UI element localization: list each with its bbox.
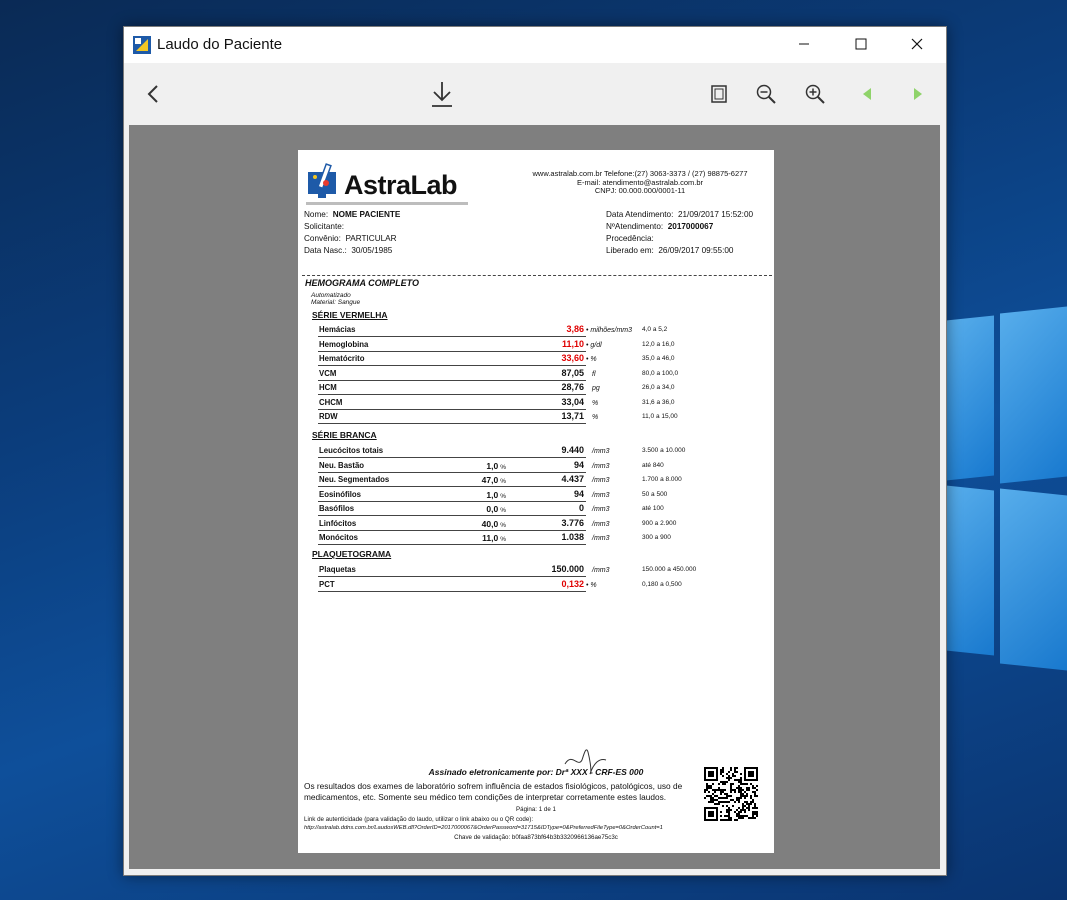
test-name: Hemácias (319, 325, 356, 334)
result-row (318, 488, 586, 502)
result-row (318, 352, 586, 366)
next-page-button[interactable] (901, 77, 935, 111)
test-value: 33,04 (561, 396, 584, 407)
reference-range: 50 a 500 (642, 490, 668, 498)
test-unit: • % (586, 581, 597, 589)
close-button[interactable] (894, 27, 940, 61)
test-percent: 1,0 % (486, 489, 506, 500)
minimize-icon (798, 38, 810, 50)
title-bar (124, 27, 946, 63)
test-name: Linfócitos (319, 518, 357, 528)
percent-sign: % (500, 492, 506, 500)
validation-link[interactable]: http://astralab.ddns.com.br/LaudosWEB.dll?OrderID=2017000067&OrderPassword=31715&IDType=0&PreferredFileType=0&OrderCount=1 (304, 825, 663, 831)
test-unit: /mm3 (592, 520, 610, 528)
wallpaper-pane (946, 315, 994, 480)
divider (302, 275, 772, 276)
test-value: 9.440 (561, 445, 584, 455)
toolbar (124, 63, 946, 125)
test-unit: pg (592, 385, 600, 392)
result-row (318, 396, 586, 410)
test-unit: /mm3 (592, 535, 610, 542)
test-value: 94 (573, 459, 584, 470)
test-name: PCT (319, 579, 335, 589)
test-name: Hematócrito (319, 354, 365, 363)
reference-range: 1.700 a 8.000 (642, 476, 682, 483)
test-value: 28,76 (561, 382, 584, 392)
birth-date: 30/05/1985 (351, 246, 393, 255)
result-row (318, 578, 586, 592)
test-value: 3,86 (566, 324, 584, 334)
report-page (298, 150, 774, 853)
reference-range: 150.000 a 450.000 (642, 566, 697, 573)
reference-range: 4,0 a 5,2 (642, 326, 668, 333)
page-icon (710, 84, 728, 104)
triangle-right-icon (912, 87, 924, 101)
app-icon (133, 36, 151, 54)
field-label: NºAtendimento: (606, 222, 664, 231)
report-window (123, 26, 947, 876)
test-value: 94 (573, 488, 584, 499)
test-name: Leucócitos totais (319, 446, 384, 455)
result-row (318, 444, 586, 458)
attendance-info (606, 209, 753, 257)
reference-range: 900 a 2.900 (642, 519, 677, 527)
contact-line: E-mail: atendimento@astralab.com.br (577, 177, 703, 187)
attendance-date: 21/09/2017 15:52:00 (677, 210, 754, 219)
result-row (318, 563, 586, 577)
download-button[interactable] (425, 77, 459, 111)
test-name: VCM (319, 368, 337, 378)
reference-range: 12,0 a 16,0 (642, 340, 675, 348)
maximize-button[interactable] (838, 27, 884, 61)
test-unit: /mm3 (592, 477, 610, 484)
test-unit: % (592, 399, 599, 407)
download-icon (430, 80, 454, 108)
test-unit: • % (586, 356, 597, 363)
result-row (318, 338, 586, 352)
test-percent: 0,0 % (486, 504, 506, 514)
field-label: Convênio: (304, 234, 341, 243)
test-value: 1.038 (561, 532, 584, 542)
test-unit: /mm3 (592, 567, 610, 574)
reference-range: 35,0 a 46,0 (642, 355, 675, 362)
exam-method: Automatizado (311, 292, 351, 299)
reference-range: até 100 (642, 505, 664, 512)
contact-line: www.astralab.com.br Telefone:(27) 3063-3373 / (27) 98875-6277 (532, 169, 748, 178)
result-row (318, 410, 586, 424)
zoom-out-icon (755, 83, 777, 105)
test-value: 4.437 (561, 474, 584, 484)
test-unit: /mm3 (592, 462, 610, 470)
test-name: Hemoglobina (319, 339, 369, 349)
reference-range: 3.500 a 10.000 (642, 447, 686, 454)
result-row (318, 459, 586, 473)
back-button[interactable] (136, 77, 170, 111)
test-value: 3.776 (561, 517, 584, 528)
test-name: Monócitos (319, 533, 358, 542)
test-value: 150.000 (551, 564, 584, 574)
test-name: Eosinófilos (319, 489, 362, 499)
link-label: Link de autenticidade (para validação do laudo, utilizar o link abaixo ou o QR code): (304, 816, 534, 823)
field-label: Liberado em: (606, 246, 654, 255)
test-percent: 1,0 % (486, 460, 506, 471)
lab-logo-text: AstraLab (344, 170, 458, 200)
previous-page-button[interactable] (850, 77, 884, 111)
reference-range: 0,180 a 0,500 (642, 580, 682, 588)
zoom-out-button[interactable] (749, 77, 783, 111)
fit-page-button[interactable] (702, 77, 736, 111)
disclaimer: Os resultados dos exames de laboratório sofrem influência de estados fisiológicos, patológicos, uso de medicamentos, etc. Somente seu médico tem condições de interpretar corretamente estes laudos. (304, 781, 683, 802)
field-label: Procedência: (606, 234, 654, 243)
test-percent: 40,0 % (481, 518, 506, 529)
triangle-left-icon (861, 87, 873, 101)
percent-sign: % (500, 478, 506, 485)
field-label: Nome: (304, 210, 329, 219)
maximize-icon (855, 38, 867, 50)
test-value: 87,05 (561, 367, 584, 378)
series-platelet-title: PLAQUETOGRAMA (312, 549, 392, 559)
result-row (318, 323, 586, 337)
patient-info (304, 209, 400, 257)
exam-material: Material: Sangue (311, 299, 361, 306)
reference-range: 31,6 a 36,0 (642, 398, 675, 406)
result-row (318, 473, 586, 487)
wallpaper-pane (946, 485, 994, 655)
percent-sign: % (500, 507, 506, 514)
patient-name: NOME PACIENTE (332, 210, 401, 219)
chevron-left-icon (146, 84, 160, 104)
lab-contact (524, 170, 756, 196)
test-value: 33,60 (561, 353, 584, 363)
test-unit: • milhões/mm3 (586, 327, 633, 334)
convenio-value: PARTICULAR (345, 234, 397, 243)
test-unit: /mm3 (592, 448, 610, 455)
series-red-title: SÉRIE VERMELHA (312, 310, 388, 320)
reference-range: até 840 (642, 461, 664, 469)
field-label: Data Nasc.: (304, 246, 347, 255)
percent-sign: % (500, 536, 506, 543)
test-unit: /mm3 (592, 506, 610, 513)
reference-range: 26,0 a 34,0 (642, 384, 675, 391)
test-percent: 11,0 % (482, 533, 506, 543)
reference-range: 300 a 900 (642, 534, 671, 541)
result-row (318, 531, 586, 545)
test-name: RDW (319, 412, 338, 421)
zoom-in-button[interactable] (798, 77, 832, 111)
test-value: 13,71 (561, 411, 584, 421)
field-label: Data Atendimento: (606, 210, 674, 219)
minimize-button[interactable] (781, 27, 827, 61)
test-name: Neu. Segmentados (319, 475, 390, 484)
release-date: 26/09/2017 09:55:00 (658, 246, 734, 255)
exam-title: HEMOGRAMA COMPLETO (305, 278, 419, 288)
result-row (318, 502, 586, 516)
test-name: Neu. Bastão (319, 460, 365, 470)
reference-range: 11,0 a 15,00 (642, 413, 678, 420)
attendance-number: 2017000067 (667, 222, 714, 231)
field-label: Solicitante: (304, 222, 345, 231)
test-name: Plaquetas (319, 565, 356, 574)
astralab-logo-icon (306, 162, 342, 202)
test-name: Basófilos (319, 504, 355, 513)
result-row (318, 517, 586, 531)
zoom-in-icon (804, 83, 826, 105)
signed-by: Assinado eletronicamente por: Drª XXX - CRF-ES 000 (428, 767, 644, 777)
page-indicator: Página: 1 de 1 (516, 806, 556, 813)
test-unit: fl (592, 370, 596, 378)
window-title: Laudo do Paciente (157, 36, 283, 53)
reference-range: 80,0 a 100,0 (642, 369, 679, 377)
logo-underline (306, 202, 468, 205)
contact-line: CNPJ: 00.000.000/0001-11 (594, 186, 686, 195)
percent-sign: % (500, 463, 506, 471)
test-value: 0,132 (561, 578, 584, 589)
close-icon (911, 38, 923, 50)
wallpaper-pane (1000, 488, 1067, 670)
result-row (318, 381, 586, 395)
test-name: HCM (319, 383, 337, 392)
percent-sign: % (500, 521, 506, 529)
series-white-title: SÉRIE BRANCA (312, 430, 377, 440)
result-row (318, 367, 586, 381)
test-unit: /mm3 (592, 491, 610, 499)
document-viewer[interactable] (129, 125, 940, 869)
test-name: CHCM (319, 397, 343, 407)
validation-key: Chave de validação: b0faa873bf64b3b3320966136ae75c3c (454, 834, 618, 841)
test-unit: % (592, 414, 599, 421)
test-value: 11,10 (561, 338, 584, 349)
test-value: 0 (578, 503, 584, 513)
test-unit: • g/dl (586, 341, 602, 349)
wallpaper-pane (1000, 306, 1067, 483)
test-percent: 47,0 % (481, 475, 506, 485)
